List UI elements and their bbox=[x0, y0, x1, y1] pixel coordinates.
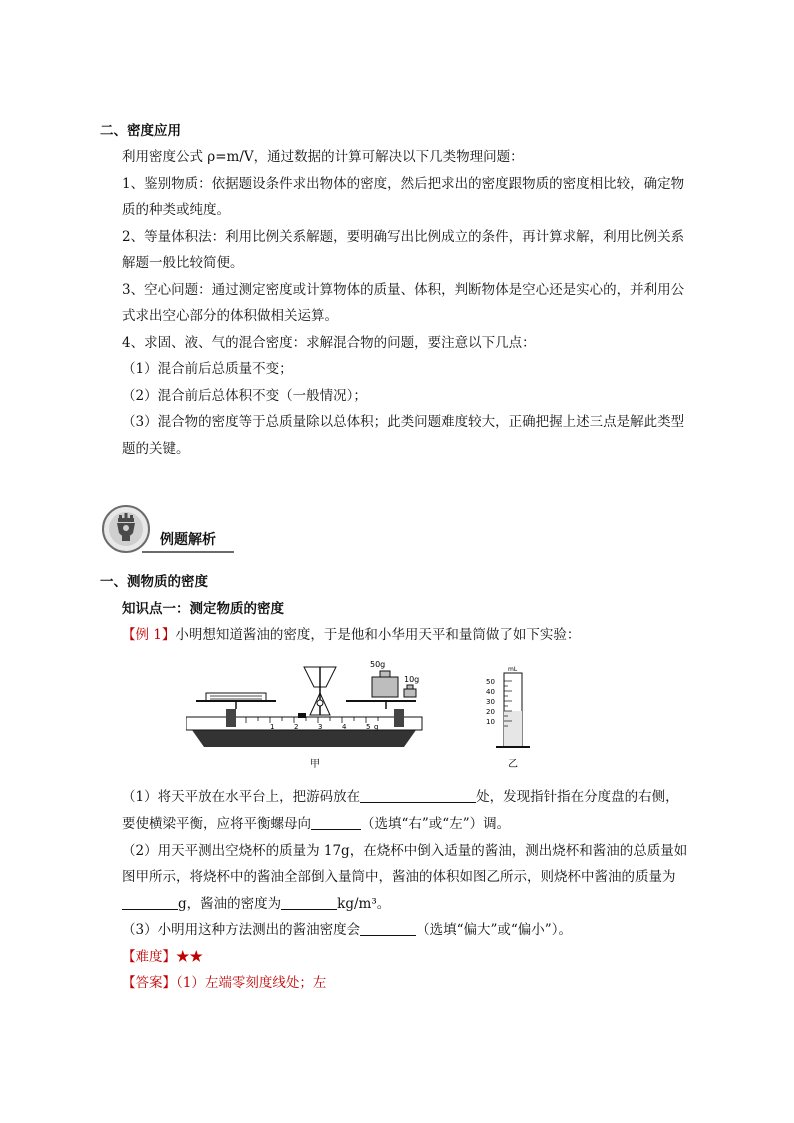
paragraph-line: 3、空心问题：通过测定密度或计算物体的质量、体积，判断物体是空心还是实心的，并利用公 bbox=[122, 282, 685, 298]
scale-number: 1 bbox=[270, 723, 275, 731]
answer-blank bbox=[360, 788, 476, 803]
weight-label-10g: 10g bbox=[404, 675, 420, 684]
answer-label: 【答案】 bbox=[122, 975, 176, 991]
experiment-figure bbox=[186, 655, 566, 775]
example-tag: 【例 1】 bbox=[122, 627, 176, 643]
question-1-line-2 bbox=[122, 815, 510, 833]
paragraph-intro: 利用密度公式 ρ=m/V，通过数据的计算可解决以下几类物理问题： bbox=[122, 149, 524, 165]
cylinder-tick: 30 bbox=[486, 698, 495, 706]
sub-point: （2）混合前后总体积不变（一般情况）； bbox=[122, 388, 367, 404]
question-1-line-1 bbox=[122, 788, 679, 806]
question-text: g，酱油的密度为 bbox=[178, 896, 282, 912]
trophy-icon bbox=[102, 505, 150, 553]
question-text: kg/m³。 bbox=[337, 896, 391, 912]
question-2-line-3 bbox=[122, 895, 390, 913]
question-2-line-2: 图甲所示，将烧杯中的酱油全部倒入量筒中，酱油的体积如图乙所示，则烧杯中酱油的质量为 bbox=[122, 869, 676, 885]
question-2-line-1: （2）用天平测出空烧杯的质量为 17g，在烧杯中倒入适量的酱油，测出烧杯和酱油的总质量如 bbox=[122, 843, 688, 859]
question-text: 处，发现指针指在分度盘的右侧， bbox=[476, 789, 679, 805]
paragraph-line: 2、等量体积法：利用比例关系解题，要明确写出比例成立的条件，再计算求解，利用比例关系 bbox=[122, 229, 685, 245]
question-3-line bbox=[122, 921, 572, 939]
scale-number: 5 bbox=[366, 723, 371, 731]
sub-point: （1）混合前后总质量不变； bbox=[122, 361, 293, 377]
answer-blank bbox=[281, 895, 337, 910]
answer-blank bbox=[311, 815, 361, 830]
example-text: 小明想知道酱油的密度，于是他和小华用天平和量筒做了如下实验： bbox=[175, 627, 581, 643]
paragraph-line: 解题一般比较简便。 bbox=[122, 255, 244, 271]
difficulty-stars: ★★ bbox=[176, 949, 203, 965]
cylinder-tick: 10 bbox=[486, 718, 495, 726]
cylinder-tick: 40 bbox=[486, 688, 495, 696]
answer-blank bbox=[360, 921, 416, 936]
cylinder-tick: 20 bbox=[486, 708, 495, 716]
rider-icon bbox=[298, 713, 306, 718]
sub-point: （3）混合物的密度等于总质量除以总体积；此类问题难度较大，正确把握上述三点是解此类型 bbox=[122, 414, 685, 430]
answer-text: （1）左端零刻度线处；左 bbox=[176, 975, 327, 991]
balance-diagram bbox=[186, 660, 422, 747]
difficulty-label: 【难度】 bbox=[122, 949, 176, 965]
figure-caption-right: 乙 bbox=[508, 759, 518, 770]
knowledge-point-title: 知识点一：测定物质的密度 bbox=[122, 601, 284, 617]
cylinder-unit: mL bbox=[508, 666, 518, 673]
question-text: （选填“偏大”或“偏小”）。 bbox=[416, 922, 572, 938]
scale-number: 4 bbox=[342, 723, 347, 731]
answer-line bbox=[122, 974, 326, 992]
scale-number: 2 bbox=[294, 723, 299, 731]
scale-number: 3 bbox=[318, 723, 323, 731]
difficulty-line bbox=[122, 948, 203, 966]
badge-label: 例题解析 bbox=[160, 532, 216, 548]
example-line bbox=[122, 626, 580, 644]
question-text: （选填“右”或“左”）调。 bbox=[361, 816, 511, 832]
paragraph-line: 质的种类或纯度。 bbox=[122, 202, 230, 218]
weight-label-50g: 50g bbox=[370, 660, 386, 669]
cylinder-tick: 50 bbox=[486, 678, 495, 686]
paragraph-line: 1、鉴别物质：依据题设条件求出物体的密度，然后把求出的密度跟物质的密度相比较，确定物 bbox=[122, 176, 685, 192]
sub-point: 题的关键。 bbox=[122, 441, 190, 457]
section-heading-measure-density: 一、测物质的密度 bbox=[100, 574, 208, 590]
question-text: 要使横梁平衡，应将平衡螺母向 bbox=[122, 816, 311, 832]
question-text: （3）小明用这种方法测出的酱油密度会 bbox=[122, 922, 361, 938]
graduated-cylinder bbox=[486, 666, 530, 747]
scale-unit: g bbox=[374, 723, 379, 731]
section-badge bbox=[102, 505, 232, 555]
paragraph-line: 式求出空心部分的体积做相关运算。 bbox=[122, 308, 338, 324]
answer-blank bbox=[122, 895, 178, 910]
section-heading-density-application: 二、密度应用 bbox=[100, 123, 181, 139]
paragraph-line: 4、求固、液、气的混合密度：求解混合物的问题，要注意以下几点： bbox=[122, 335, 536, 351]
figure-caption-left: 甲 bbox=[310, 759, 320, 770]
question-text: （1）将天平放在水平台上，把游码放在 bbox=[122, 789, 361, 805]
